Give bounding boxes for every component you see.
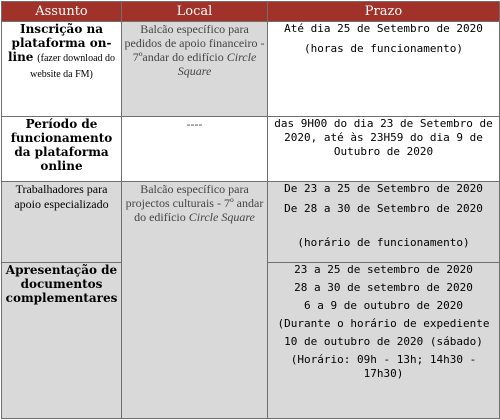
local-building: Circle Square [188,210,255,224]
assunto-title: Trabalhadores para apoio especializado [14,182,109,211]
header-row [2,2,500,22]
header-local: Local [122,2,268,22]
prazo-line: das 9H00 do dia 23 de Setembro de 2020, até às 23H59 do dia 9 de Outubro de 2020 [274,117,493,158]
local-building: Circle Square [177,50,257,78]
prazo-line: De 23 a 25 de Setembro de 2020 [284,182,483,195]
assunto-cell [2,22,122,117]
prazo-line: (Durante o horário de expediente [277,317,490,330]
prazo-line: (Horário: 09h - 13h; 14h30 - 17h30) [290,353,477,380]
local-cell [122,117,268,182]
assunto-title: Apresentação de documentos complementares [5,263,118,305]
prazo-line: 10 de outubro de 2020 (sábado) [284,335,483,348]
prazo-line: 28 a 30 de setembro de 2020 [294,281,473,294]
prazo-line: 23 a 25 de setembro de 2020 [294,263,473,276]
assunto-title: Inscrição na plataforma on-line [7,22,112,64]
prazo-line: 6 a 9 de outubro de 2020 [304,299,463,312]
prazo-cell [268,22,500,117]
header-assunto: Assunto [2,2,122,22]
assunto-cell [2,117,122,182]
assunto-title: Período de funcionamento da plataforma online [10,117,113,173]
schedule-table [1,1,500,419]
table-row [2,22,500,117]
local-text: Balcão específico para pedidos de apoio financeiro - 7ºandar do edifício [124,22,265,64]
prazo-cell [268,182,500,263]
prazo-line: De 28 a 30 de Setembro de 2020 [284,202,483,215]
prazo-line: Até dia 25 de Setembro de 2020 [284,22,483,35]
prazo-cell [268,263,500,419]
local-text: Balcão específico para projectos culturais - 7º andar do edifício [125,182,264,224]
local-text: ---- [186,117,203,131]
assunto-note: (fazer download do website da FM) [30,53,116,80]
prazo-line: (horário de funcionamento) [297,236,470,249]
local-cell [122,22,268,117]
assunto-cell [2,263,122,419]
table-row [2,182,500,263]
assunto-cell [2,182,122,263]
local-cell [122,182,268,419]
table-row [2,117,500,182]
prazo-line: (horas de funcionamento) [304,42,463,55]
header-prazo: Prazo [268,2,500,22]
prazo-cell [268,117,500,182]
